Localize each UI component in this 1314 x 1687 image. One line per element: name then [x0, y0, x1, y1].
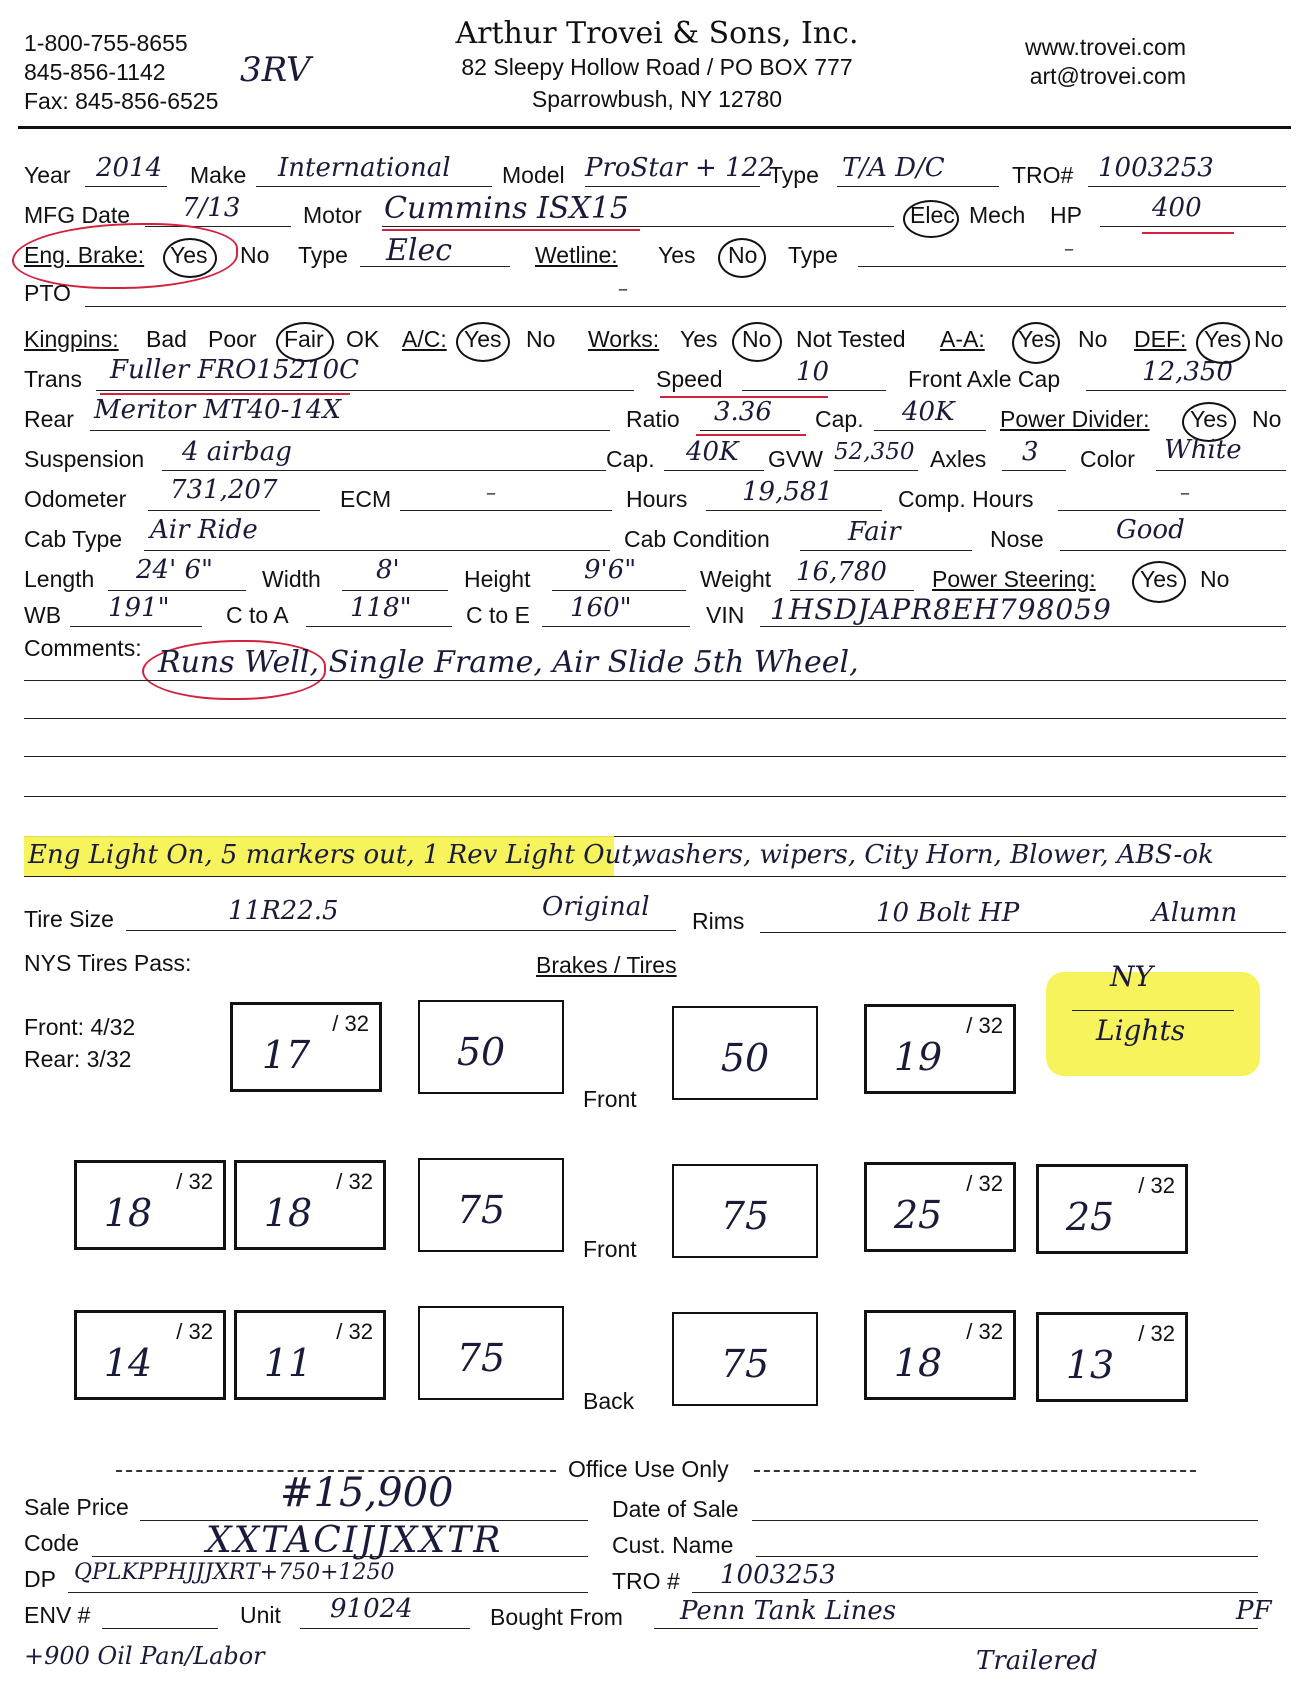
value-mfg-date: 7/13 — [182, 193, 241, 223]
elec-circle — [903, 200, 959, 238]
value-trans: Fuller FRO15210C — [110, 355, 360, 385]
label-unit: Unit — [240, 1602, 281, 1628]
label-c-to-a: C to A — [226, 602, 289, 628]
label-aa: A-A: — [940, 326, 985, 352]
tire-value: 19 — [893, 1035, 943, 1079]
tire-value: 25 — [893, 1193, 943, 1237]
label-front-2: Front — [583, 1236, 637, 1262]
tire-frac: / 32 — [966, 1013, 1003, 1038]
label-def: DEF: — [1134, 326, 1187, 352]
aa-no: No — [1078, 326, 1108, 352]
label-eng-brake-type: Type — [298, 242, 348, 268]
tire-value: 13 — [1065, 1343, 1115, 1387]
label-width: Width — [262, 566, 321, 592]
brake-box-r2-left — [418, 1158, 564, 1252]
tire-box-r3-2 — [234, 1310, 386, 1400]
brake-value: 50 — [456, 1030, 506, 1074]
value-type: T/A D/C — [842, 153, 945, 183]
value-comments: Runs Well, Single Frame, Air Slide 5th Wheel, — [158, 645, 859, 680]
eng-brake-yes: Yes — [170, 242, 208, 268]
brake-value: 75 — [456, 1336, 506, 1380]
tire-box-r2-2 — [234, 1160, 386, 1250]
power-steering-no: No — [1200, 566, 1230, 592]
value-rims: 10 Bolt HP — [876, 898, 1020, 928]
value-cab-type: Air Ride — [150, 515, 258, 545]
label-rear-cap: Cap. — [815, 406, 864, 432]
label-nose: Nose — [990, 526, 1044, 552]
value-speed: 10 — [796, 357, 830, 387]
value-hp: 400 — [1152, 193, 1202, 223]
tire-box-r3-6 — [1036, 1312, 1188, 1402]
power-divider-no: No — [1252, 406, 1282, 432]
value-tire-size: 11R22.5 — [228, 896, 339, 926]
label-tire-size: Tire Size — [24, 906, 114, 932]
label-dp: DP — [24, 1566, 56, 1592]
value-trailered: Trailered — [976, 1646, 1098, 1676]
works-yes: Yes — [680, 326, 718, 352]
label-c-to-e: C to E — [466, 602, 530, 628]
ac-yes: Yes — [464, 326, 502, 352]
value-bottom-note: +900 Oil Pan/Labor — [24, 1642, 265, 1670]
label-type: Type — [769, 162, 819, 188]
label-height: Height — [464, 566, 531, 592]
value-length: 24' 6" — [136, 555, 213, 585]
aa-yes: Yes — [1018, 326, 1056, 352]
value-eng-brake-type: Elec — [386, 233, 453, 268]
label-weight: Weight — [700, 566, 772, 592]
nys-rear-pass: Rear: 3/32 — [24, 1046, 132, 1072]
value-pto: – — [618, 276, 628, 300]
label-bought-from: Bought From — [490, 1604, 623, 1630]
value-ratio: 3.36 — [714, 397, 772, 427]
value-tro-2: 1003253 — [720, 1560, 836, 1590]
value-model: ProStar + 122 — [585, 153, 775, 183]
brake-box-front-right — [672, 1006, 818, 1100]
brake-value: 75 — [720, 1342, 770, 1386]
value-color: White — [1164, 435, 1242, 465]
kingpins-ok: OK — [346, 326, 380, 352]
fax-number: Fax: 845-856-6525 — [24, 88, 219, 114]
value-comp-hours: – — [1180, 480, 1190, 504]
tire-frac: / 32 — [332, 1011, 369, 1036]
label-office-use-only: Office Use Only — [568, 1456, 729, 1482]
label-year: Year — [24, 162, 71, 188]
website: www.trovei.com — [1024, 34, 1186, 60]
label-wetline-type: Type — [788, 242, 838, 268]
brake-value: 75 — [456, 1188, 506, 1232]
label-trans: Trans — [24, 366, 82, 392]
label-brakes-tires: Brakes / Tires — [536, 952, 677, 978]
label-hp: HP — [1050, 202, 1082, 228]
value-susp-cap: 40K — [686, 437, 739, 467]
label-ac: A/C: — [402, 326, 447, 352]
tire-value: 18 — [103, 1191, 153, 1235]
label-hours: Hours — [626, 486, 688, 512]
value-gvw: 52,350 — [834, 439, 915, 465]
wetline-yes: Yes — [658, 242, 696, 268]
label-elec: Elec — [910, 202, 955, 228]
eng-brake-no: No — [240, 242, 270, 268]
value-notes-rest: washers, wipers, City Horn, Blower, ABS-ok — [634, 840, 1214, 870]
value-tire-note: Original — [542, 892, 650, 922]
value-rear: Meritor MT40-14X — [94, 395, 341, 425]
phone-1: 1-800-755-8655 — [24, 30, 188, 56]
works-no: No — [742, 326, 772, 352]
label-works: Works: — [588, 326, 660, 352]
tire-value: 17 — [261, 1033, 311, 1077]
label-ecm: ECM — [340, 486, 392, 512]
label-vin: VIN — [706, 602, 745, 628]
value-wb: 191" — [108, 593, 170, 623]
label-power-divider: Power Divider: — [1000, 406, 1150, 432]
label-make: Make — [190, 162, 247, 188]
wetline-no-circle — [718, 238, 766, 278]
label-comments: Comments: — [24, 635, 142, 661]
stamp-initials: 3RV — [240, 50, 311, 90]
tire-frac: / 32 — [1138, 1173, 1175, 1198]
tire-box-r2-6 — [1036, 1164, 1188, 1254]
label-comp-hours: Comp. Hours — [898, 486, 1034, 512]
value-motor: Cummins ISX15 — [384, 191, 629, 226]
wetline-no: No — [728, 242, 758, 268]
nys-front-pass: Front: 4/32 — [24, 1014, 136, 1040]
value-sale-price: #15,900 — [280, 1470, 454, 1516]
label-back: Back — [583, 1388, 635, 1414]
ac-no: No — [526, 326, 556, 352]
label-rear: Rear — [24, 406, 74, 432]
tire-box-r3-5 — [864, 1310, 1016, 1400]
label-gvw: GVW — [768, 446, 823, 472]
value-wetline-type: – — [1064, 236, 1074, 260]
label-sale-price: Sale Price — [24, 1494, 129, 1520]
label-front-1: Front — [583, 1086, 637, 1112]
works-no-circle — [732, 322, 782, 362]
value-vin: 1HSDJAPR8EH798059 — [770, 593, 1112, 626]
label-mech: Mech — [969, 202, 1026, 228]
tire-value: 18 — [263, 1191, 313, 1235]
value-height: 9'6" — [584, 555, 637, 585]
value-rear-cap: 40K — [902, 397, 955, 427]
motor-red-underline — [382, 229, 640, 231]
label-wetline: Wetline: — [535, 242, 618, 268]
label-pto: PTO — [24, 280, 71, 306]
brake-value: 50 — [720, 1036, 770, 1080]
value-ecm: – — [486, 480, 496, 504]
label-length: Length — [24, 566, 95, 592]
value-bought-from: Penn Tank Lines — [680, 1596, 897, 1626]
kingpins-fair: Fair — [284, 326, 324, 352]
kingpins-poor: Poor — [208, 326, 257, 352]
tire-value: 14 — [103, 1341, 153, 1385]
label-env: ENV # — [24, 1602, 91, 1628]
value-unit: 91024 — [330, 1594, 413, 1624]
label-tro-2: TRO # — [612, 1568, 680, 1594]
tire-box-front-right — [864, 1004, 1016, 1094]
value-weight: 16,780 — [796, 557, 887, 587]
header-rule — [18, 126, 1291, 129]
tire-value: 11 — [263, 1341, 313, 1385]
kingpins-bad: Bad — [146, 326, 187, 352]
label-model: Model — [502, 162, 565, 188]
def-no: No — [1254, 326, 1284, 352]
tire-frac: / 32 — [336, 1169, 373, 1194]
power-steering-yes: Yes — [1140, 566, 1178, 592]
label-mfg-date: MFG Date — [24, 202, 131, 228]
brake-box-front-left — [418, 1000, 564, 1094]
tire-frac: / 32 — [966, 1171, 1003, 1196]
value-front-axle-cap: 12,350 — [1142, 357, 1233, 387]
value-rims-note: Alumn — [1152, 898, 1238, 928]
office-divider-right — [754, 1470, 1196, 1472]
value-suspension: 4 airbag — [182, 437, 292, 467]
label-eng-brake: Eng. Brake: — [24, 242, 145, 268]
value-dp: QPLKPPHJJJXRT+750+1250 — [74, 1560, 395, 1585]
label-tro: TRO# — [1012, 162, 1074, 188]
tire-value: 25 — [1065, 1195, 1115, 1239]
value-year: 2014 — [96, 153, 163, 183]
label-motor: Motor — [303, 202, 362, 228]
value-nys-lights: Lights — [1096, 1014, 1186, 1047]
tire-frac: / 32 — [1138, 1321, 1175, 1346]
value-c-to-e: 160" — [570, 593, 632, 623]
power-divider-yes: Yes — [1190, 406, 1228, 432]
label-susp-cap: Cap. — [606, 446, 655, 472]
value-hours: 19,581 — [742, 477, 833, 507]
tire-frac: / 32 — [176, 1319, 213, 1344]
value-odometer: 731,207 — [170, 475, 278, 505]
brake-box-r3-left — [418, 1306, 564, 1400]
label-code: Code — [24, 1530, 79, 1556]
value-tro: 1003253 — [1098, 153, 1214, 183]
tire-frac: / 32 — [176, 1169, 213, 1194]
tire-box-r2-5 — [864, 1162, 1016, 1252]
label-axles: Axles — [930, 446, 987, 472]
value-make: International — [278, 153, 451, 183]
label-power-steering: Power Steering: — [932, 566, 1096, 592]
email: art@trovei.com — [1029, 63, 1186, 89]
brake-box-r3-right — [672, 1312, 818, 1406]
tire-frac: / 32 — [336, 1319, 373, 1344]
brake-value: 75 — [720, 1194, 770, 1238]
label-cab-condition: Cab Condition — [624, 526, 770, 552]
value-nose: Good — [1116, 515, 1185, 545]
address-line-2: Sparrowbush, NY 12780 — [531, 86, 783, 112]
label-ratio: Ratio — [626, 406, 680, 432]
value-c-to-a: 118" — [350, 593, 412, 623]
tire-frac: / 32 — [966, 1319, 1003, 1344]
works-not-tested: Not Tested — [796, 326, 906, 352]
value-notes-highlight: Eng Light On, 5 markers out, 1 Rev Light Out, — [28, 840, 641, 870]
label-suspension: Suspension — [24, 446, 145, 472]
label-cab-type: Cab Type — [24, 526, 123, 552]
ac-yes-circle — [456, 322, 510, 362]
address-line-1: 82 Sleepy Hollow Road / PO BOX 777 — [461, 54, 853, 80]
label-wb: WB — [24, 602, 62, 628]
brake-box-r2-right — [672, 1164, 818, 1258]
value-initials: PF — [1236, 1596, 1272, 1626]
value-nys-lights-top: NY — [1110, 960, 1153, 993]
eng-brake-yes-circle — [163, 238, 217, 278]
label-cust-name: Cust. Name — [612, 1532, 734, 1558]
def-yes: Yes — [1204, 326, 1242, 352]
label-nys-tires-pass: NYS Tires Pass: — [24, 950, 192, 976]
aa-yes-circle — [1012, 322, 1060, 364]
tire-value: 18 — [893, 1341, 943, 1385]
value-code: XXTACIJJXXTR — [206, 1520, 503, 1561]
label-date-of-sale: Date of Sale — [612, 1496, 739, 1522]
label-rims: Rims — [692, 908, 745, 934]
company-name: Arthur Trovei & Sons, Inc. — [455, 16, 859, 51]
label-front-axle-cap: Front Axle Cap — [908, 366, 1061, 392]
tire-box-front-left — [230, 1002, 382, 1092]
value-axles: 3 — [1022, 437, 1039, 467]
label-color: Color — [1080, 446, 1135, 472]
power-steering-yes-circle — [1132, 561, 1186, 603]
label-odometer: Odometer — [24, 486, 127, 512]
value-width: 8' — [376, 555, 400, 585]
label-speed: Speed — [656, 366, 723, 392]
phone-2: 845-856-1142 — [24, 59, 166, 85]
label-kingpins: Kingpins: — [24, 326, 119, 352]
value-cab-condition: Fair — [848, 517, 901, 547]
